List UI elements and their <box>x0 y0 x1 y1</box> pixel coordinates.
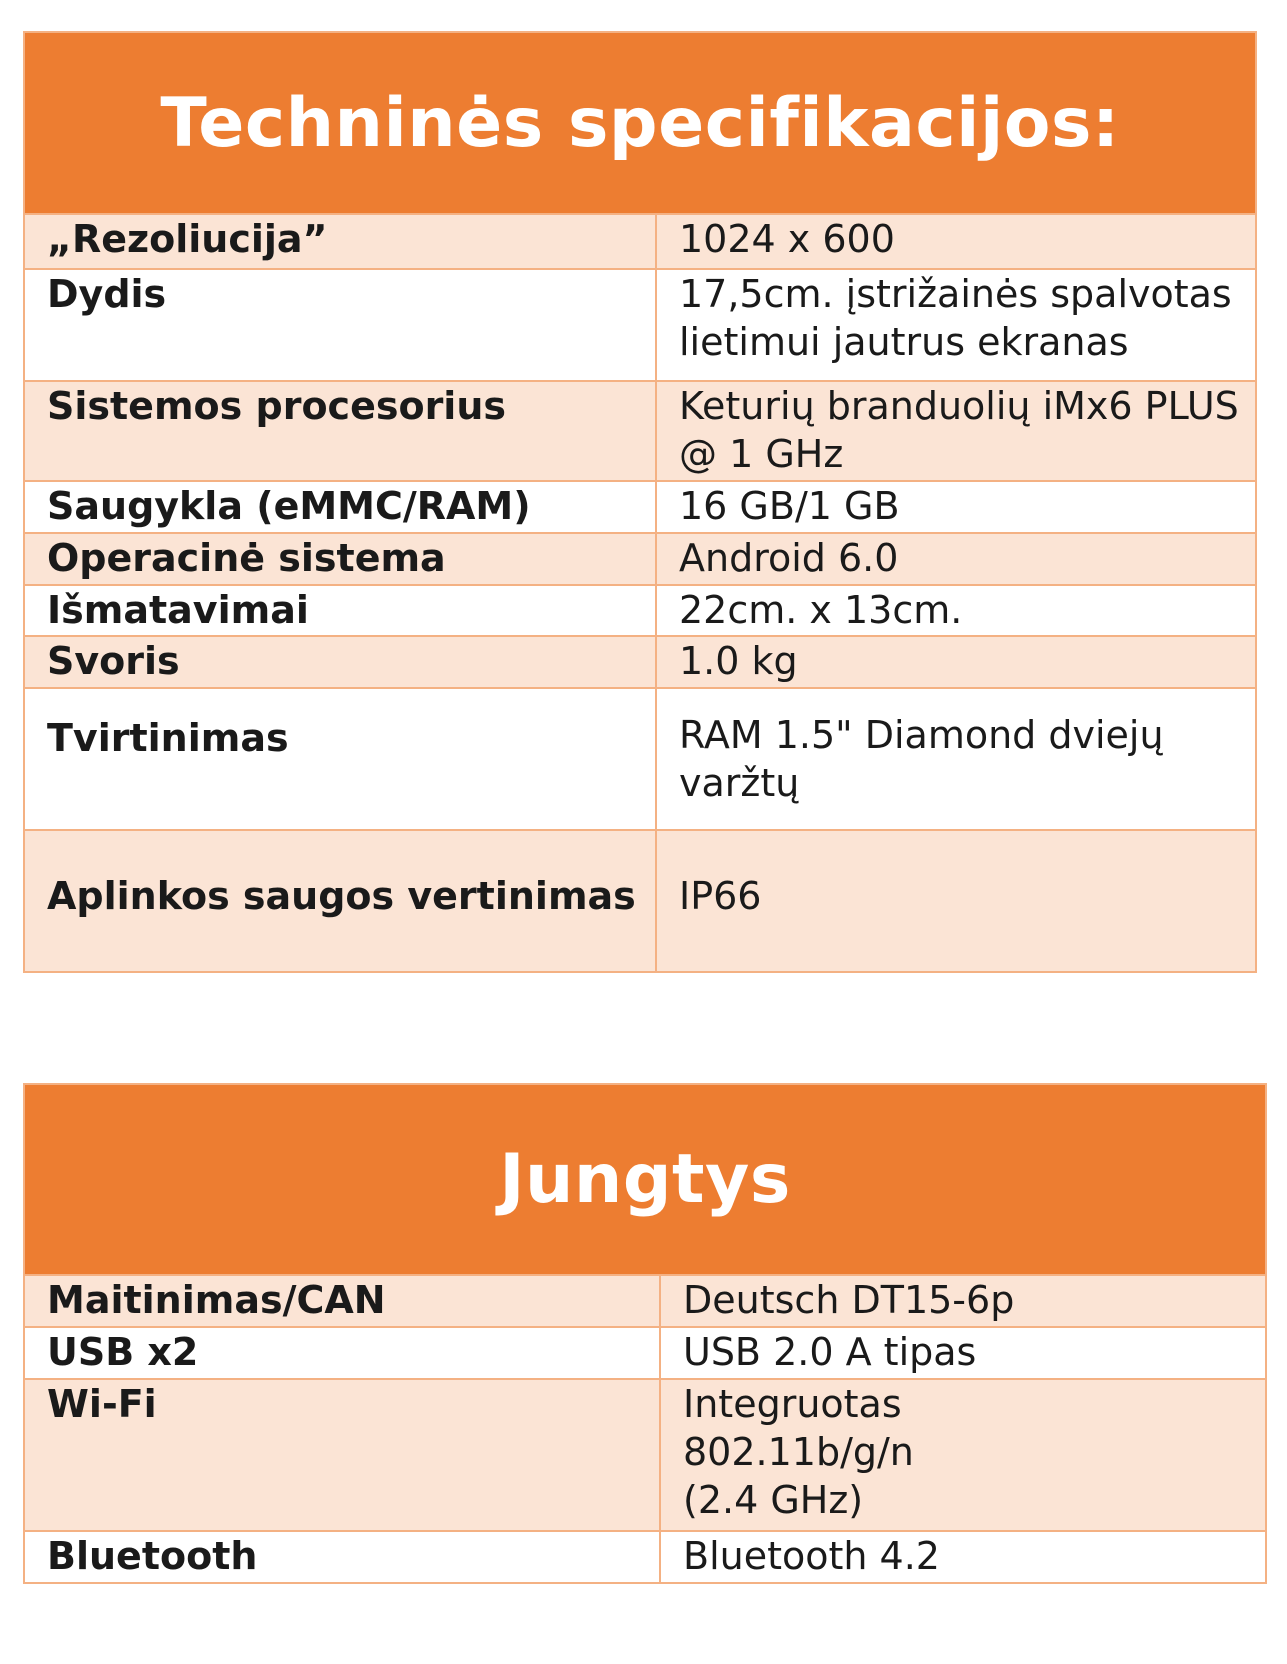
row-value: IP66 <box>656 830 1256 972</box>
row-label: Saugykla (eMMC/RAM) <box>24 481 656 533</box>
row-value: Bluetooth 4.2 <box>660 1531 1266 1583</box>
row-label: Išmatavimai <box>24 585 656 636</box>
row-label: Dydis <box>24 269 656 381</box>
row-label: Bluetooth <box>24 1531 660 1583</box>
row-value: Keturių branduolių iMx6 PLUS @ 1 GHz <box>656 381 1256 481</box>
row-label: Svoris <box>24 636 656 688</box>
row-value: 1.0 kg <box>656 636 1256 688</box>
row-label: Maitinimas/CAN <box>24 1275 660 1327</box>
row-label: Wi-Fi <box>24 1379 660 1531</box>
row-label: Operacinė sistema <box>24 533 656 585</box>
table-row <box>24 533 1256 585</box>
tech-specs-table <box>23 31 1257 973</box>
row-label: „Rezoliucija” <box>24 214 656 269</box>
table-row <box>24 481 1256 533</box>
row-value: 22cm. x 13cm. <box>656 585 1256 636</box>
row-value: Integruotas 802.11b/g/n (2.4 GHz) <box>660 1379 1266 1531</box>
row-value: USB 2.0 A tipas <box>660 1327 1266 1379</box>
row-label: USB x2 <box>24 1327 660 1379</box>
table-row <box>24 830 1256 972</box>
table-row <box>24 214 1256 269</box>
table-row <box>24 585 1256 636</box>
row-value: Android 6.0 <box>656 533 1256 585</box>
row-value: RAM 1.5" Diamond dviejų varžtų <box>656 688 1256 830</box>
row-label: Sistemos procesorius <box>24 381 656 481</box>
table-row <box>24 1327 1266 1379</box>
row-value: 1024 x 600 <box>656 214 1256 269</box>
row-label: Aplinkos saugos vertinimas <box>24 830 656 972</box>
table-row <box>24 1379 1266 1531</box>
row-value: Deutsch DT15-6p <box>660 1275 1266 1327</box>
tech-specs-title: Techninės specifikacijos: <box>24 32 1256 214</box>
row-label: Tvirtinimas <box>24 688 656 830</box>
table-row <box>24 1275 1266 1327</box>
table-row <box>24 688 1256 830</box>
row-value: 17,5cm. įstrižainės spalvotas lietimui jautrus ekranas <box>656 269 1256 381</box>
table-row <box>24 1531 1266 1583</box>
connections-table <box>23 1083 1267 1584</box>
table-row <box>24 269 1256 381</box>
row-value: 16 GB/1 GB <box>656 481 1256 533</box>
table-row <box>24 381 1256 481</box>
connections-title: Jungtys <box>24 1084 1266 1275</box>
table-row <box>24 636 1256 688</box>
